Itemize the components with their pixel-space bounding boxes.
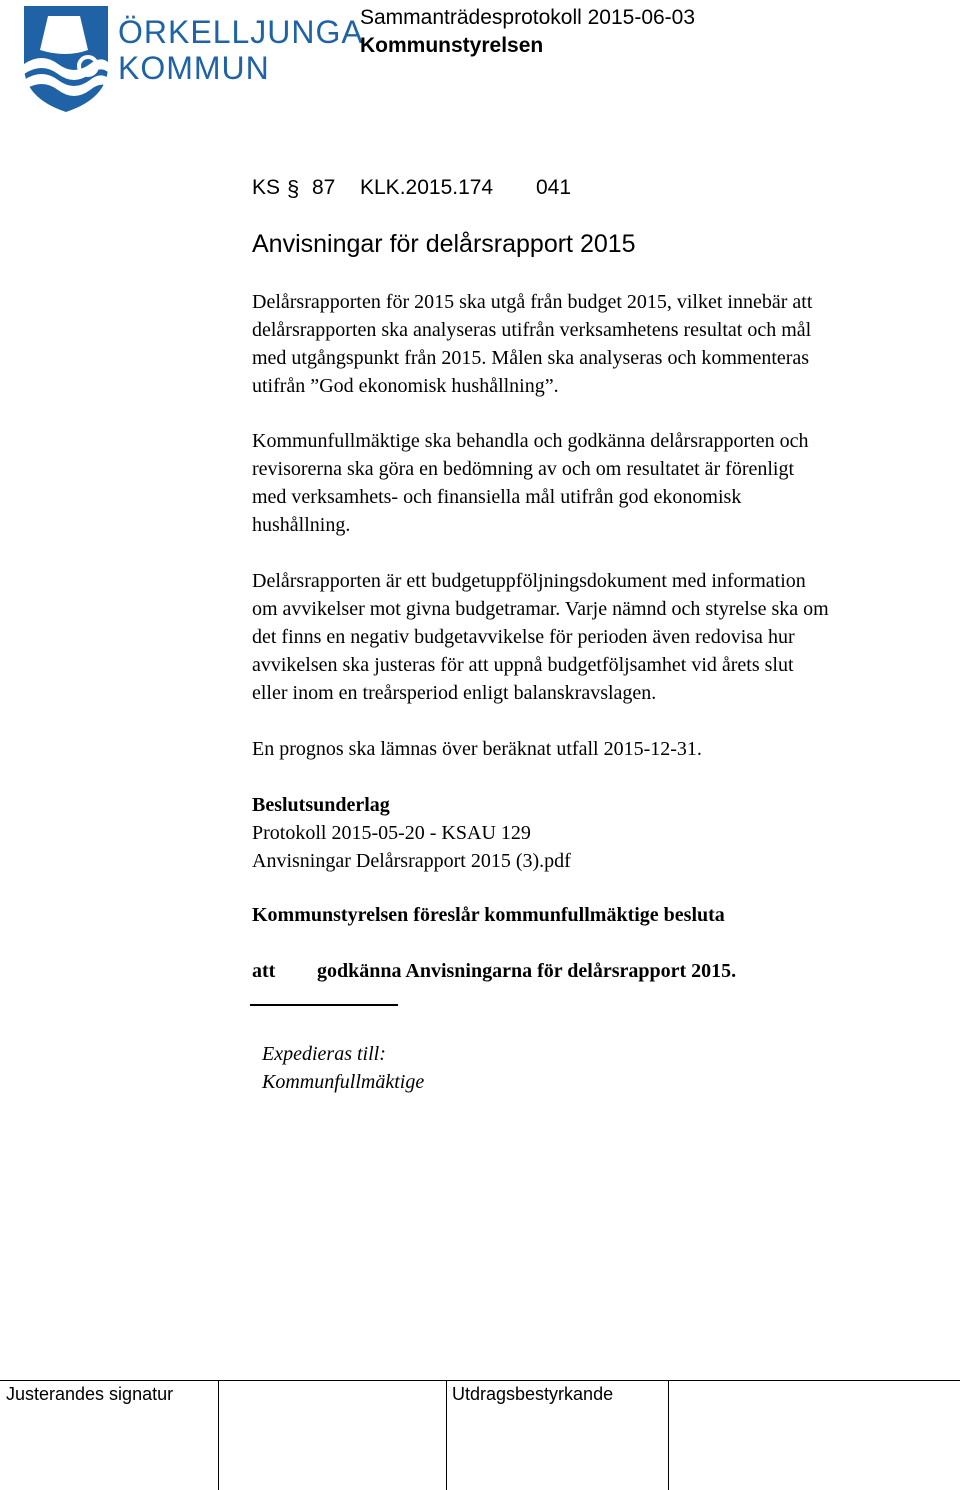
case-code: 041 [536, 176, 572, 199]
paragraph-line: avvikelsen ska justeras för att uppnå budgetföljsamhet vid årets slut [252, 654, 794, 676]
case-dnr: KLK.2015.174 [360, 176, 494, 199]
logo-line2: KOMMUN [118, 50, 270, 86]
beslutsunderlag-heading: Beslutsunderlag [252, 794, 390, 816]
paragraph-line: det finns en negativ budgetavvikelse för perioden även redovisa hur [252, 626, 795, 648]
section-sign-icon [285, 174, 305, 202]
beslutsunderlag-item: Protokoll 2015-05-20 - KSAU 129 [252, 822, 531, 844]
paragraph-line: Kommunfullmäktige ska behandla och godkänna delårsrapporten och [252, 430, 809, 452]
expedieras-label: Expedieras till: [262, 1043, 386, 1065]
footer-divider [218, 1380, 219, 1490]
municipality-logo [18, 6, 364, 114]
paragraph-line: utifrån ”God ekonomisk hushållning”. [252, 375, 559, 397]
paragraph-line: revisorerna ska göra en bedömning av och om resultatet är förenligt [252, 458, 795, 480]
paragraph-line: delårsrapporten ska analyseras utifrån verksamhetens resultat och mål [252, 319, 812, 341]
paragraph-line: eller inom en treårsperiod enligt balanskravslagen. [252, 682, 657, 704]
paragraph-2 [252, 427, 952, 539]
protocol-title: Sammanträdesprotokoll 2015-06-03 [360, 6, 696, 29]
expedieras-recipient: Kommunfullmäktige [262, 1071, 425, 1093]
paragraph-line: hushållning. [252, 514, 351, 536]
svg-text:§: § [287, 176, 300, 201]
footer-divider [668, 1380, 669, 1490]
paragraph-1 [252, 288, 952, 400]
paragraph-line: En prognos ska lämnas över beräknat utfall 2015-12-31. [252, 738, 702, 760]
paragraph-4 [252, 735, 952, 763]
beslutsunderlag-item: Anvisningar Delårsrapport 2015 (3).pdf [252, 850, 571, 872]
proposal-att: att [252, 960, 276, 982]
footer-divider [446, 1380, 447, 1490]
committee-name: Kommunstyrelsen [360, 34, 544, 57]
proposal-heading: Kommunstyrelsen föreslår kommunfullmäktige besluta [252, 904, 725, 926]
case-ks: KS [252, 176, 281, 199]
page-title: Anvisningar för delårsrapport 2015 [252, 230, 636, 258]
paragraph-line: om avvikelser mot givna budgetramar. Varje nämnd och styrelse ska om [252, 598, 829, 620]
footer-top-border [0, 1380, 960, 1381]
paragraph-line: Delårsrapporten är ett budgetuppföljningsdokument med information [252, 570, 806, 592]
paragraph-line: med utgångspunkt från 2015. Målen ska analyseras och kommenteras [252, 347, 810, 369]
logo-line1: ÖRKELLJUNGA [118, 14, 364, 50]
paragraph-line: Delårsrapporten för 2015 ska utgå från budget 2015, vilket innebär att [252, 291, 813, 313]
beslutsunderlag-section [252, 791, 952, 875]
coat-of-arms-icon [18, 6, 114, 114]
footer-justerandes-signatur: Justerandes signatur [6, 1384, 174, 1404]
paragraph-line: med verksamhets- och finansiella mål utifrån god ekonomisk [252, 486, 742, 508]
separator-line [250, 1004, 398, 1006]
proposal-decision: godkänna Anvisningarna för delårsrapport 2015. [317, 960, 737, 982]
case-paragraph: 87 [312, 176, 336, 199]
paragraph-3 [252, 567, 952, 707]
footer-utdragsbestyrkande: Utdragsbestyrkande [452, 1384, 614, 1404]
expedieras-section [262, 1040, 960, 1096]
